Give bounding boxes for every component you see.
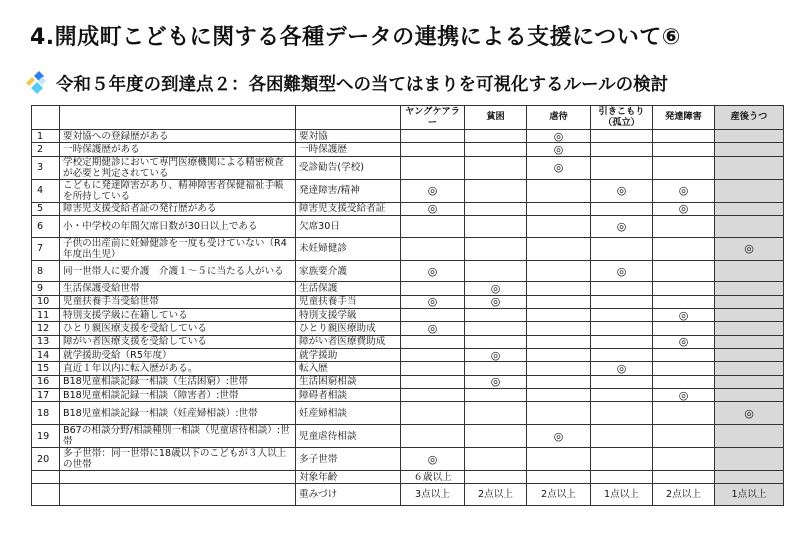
row-number: 8 (32, 260, 60, 282)
empty-mark-cell (715, 375, 784, 388)
double-circle-mark: ◎ (401, 448, 465, 471)
footer-row (32, 471, 784, 484)
condition-cell: ひとり親医療支援を受給している (60, 322, 296, 335)
footer-blank (32, 471, 60, 484)
data-item-cell: 生活保護 (296, 282, 401, 295)
data-item-cell: 就学援助 (296, 348, 401, 361)
empty-mark-cell (527, 260, 591, 282)
row-number: 2 (32, 143, 60, 156)
footer-value (715, 471, 784, 484)
row-number: 17 (32, 388, 60, 401)
condition-cell: 直近１年以内に転入歴がある。 (60, 362, 296, 375)
diamond-logo-icon (20, 68, 50, 98)
empty-mark-cell (715, 335, 784, 348)
data-item-cell: 生活困窮相談 (296, 375, 401, 388)
double-circle-mark: ◎ (591, 215, 653, 237)
double-circle-mark: ◎ (527, 156, 591, 179)
double-circle-mark: ◎ (401, 179, 465, 202)
table-row (32, 215, 784, 237)
condition-cell: 障害児支援受給者証の発行歴がある (60, 202, 296, 215)
condition-cell: B18児童相談記録一相談（妊産婦相談）:世帯 (60, 402, 296, 425)
empty-mark-cell (591, 156, 653, 179)
table-row (32, 295, 784, 308)
row-number: 1 (32, 130, 60, 143)
row-number: 11 (32, 309, 60, 322)
empty-mark-cell (401, 402, 465, 425)
empty-mark-cell (591, 425, 653, 448)
empty-mark-cell (401, 335, 465, 348)
empty-mark-cell (653, 260, 715, 282)
table-row (32, 309, 784, 322)
empty-mark-cell (653, 237, 715, 260)
empty-mark-cell (465, 179, 527, 202)
empty-mark-cell (401, 375, 465, 388)
empty-mark-cell (401, 282, 465, 295)
column-header: 産後うつ (715, 106, 784, 130)
table-row (32, 322, 784, 335)
footer-value: 2点以上 (465, 484, 527, 506)
empty-mark-cell (715, 156, 784, 179)
empty-mark-cell (591, 375, 653, 388)
empty-mark-cell (527, 322, 591, 335)
empty-mark-cell (591, 322, 653, 335)
row-number: 4 (32, 179, 60, 202)
double-circle-mark: ◎ (653, 202, 715, 215)
empty-mark-cell (653, 425, 715, 448)
table-row (32, 143, 784, 156)
empty-mark-cell (715, 425, 784, 448)
empty-mark-cell (465, 237, 527, 260)
empty-mark-cell (401, 388, 465, 401)
data-item-cell: 発達障害/精神 (296, 179, 401, 202)
column-header: ヤングケアラー (401, 106, 465, 130)
table-row (32, 448, 784, 471)
empty-mark-cell (591, 130, 653, 143)
table-row (32, 375, 784, 388)
empty-mark-cell (653, 402, 715, 425)
row-number: 10 (32, 295, 60, 308)
empty-mark-cell (527, 388, 591, 401)
empty-mark-cell (465, 260, 527, 282)
empty-mark-cell (527, 402, 591, 425)
table-row (32, 362, 784, 375)
footer-value (527, 471, 591, 484)
empty-mark-cell (715, 448, 784, 471)
double-circle-mark: ◎ (527, 425, 591, 448)
condition-cell: B18児童相談記録一相談（生活困窮）:世帯 (60, 375, 296, 388)
footer-blank (60, 471, 296, 484)
empty-mark-cell (591, 448, 653, 471)
empty-mark-cell (591, 295, 653, 308)
footer-value: ６歳以上 (401, 471, 465, 484)
data-item-cell: 転入歴 (296, 362, 401, 375)
double-circle-mark: ◎ (715, 402, 784, 425)
page-title: 4.開成町こどもに関する各種データの連携による支援について⑥ (30, 25, 681, 50)
empty-mark-cell (527, 362, 591, 375)
empty-mark-cell (653, 375, 715, 388)
table-row (32, 335, 784, 348)
double-circle-mark: ◎ (465, 348, 527, 361)
row-number: 16 (32, 375, 60, 388)
data-item-cell: 児童扶養手当 (296, 295, 401, 308)
double-circle-mark: ◎ (401, 260, 465, 282)
empty-mark-cell (465, 362, 527, 375)
empty-mark-cell (715, 309, 784, 322)
footer-label: 対象年齢 (296, 471, 401, 484)
empty-mark-cell (653, 362, 715, 375)
footer-value: 1点以上 (591, 484, 653, 506)
empty-mark-cell (527, 282, 591, 295)
page-subtitle: 令和５年度の到達点２：各困難類型への当てはまりを可視化するルールの検討 (56, 74, 669, 95)
row-number: 9 (32, 282, 60, 295)
condition-cell: 特別支援学級に在籍している (60, 309, 296, 322)
condition-cell: 小・中学校の年間欠席日数が30日以上である (60, 215, 296, 237)
empty-mark-cell (527, 375, 591, 388)
row-number: 5 (32, 202, 60, 215)
empty-mark-cell (465, 335, 527, 348)
double-circle-mark: ◎ (401, 295, 465, 308)
condition-cell: 生活保護受給世帯 (60, 282, 296, 295)
empty-mark-cell (653, 130, 715, 143)
empty-mark-cell (465, 448, 527, 471)
empty-mark-cell (653, 156, 715, 179)
row-number: 20 (32, 448, 60, 471)
empty-mark-cell (465, 130, 527, 143)
empty-mark-cell (527, 295, 591, 308)
double-circle-mark: ◎ (527, 143, 591, 156)
empty-mark-cell (591, 202, 653, 215)
table-row (32, 388, 784, 401)
empty-mark-cell (715, 215, 784, 237)
empty-mark-cell (715, 388, 784, 401)
table-body (32, 130, 784, 506)
empty-mark-cell (591, 282, 653, 295)
double-circle-mark: ◎ (591, 260, 653, 282)
empty-mark-cell (401, 237, 465, 260)
empty-mark-cell (591, 237, 653, 260)
column-header: 貧困 (465, 106, 527, 130)
data-item-cell: 受診勧告(学校) (296, 156, 401, 179)
table-row (32, 156, 784, 179)
double-circle-mark: ◎ (715, 237, 784, 260)
empty-mark-cell (527, 448, 591, 471)
data-item-cell: 障害児支援受給者証 (296, 202, 401, 215)
condition-cell: 児童扶養手当受給世帯 (60, 295, 296, 308)
empty-mark-cell (465, 425, 527, 448)
empty-mark-cell (715, 348, 784, 361)
footer-blank (32, 484, 60, 506)
table-header-row (32, 106, 784, 130)
double-circle-mark: ◎ (591, 179, 653, 202)
empty-mark-cell (465, 309, 527, 322)
empty-mark-cell (653, 282, 715, 295)
condition-cell: 多子世帯：同一世帯に18歳以下のこどもが３人以上の世帯 (60, 448, 296, 471)
subtitle-row (20, 68, 668, 98)
empty-mark-cell (401, 309, 465, 322)
data-item-cell: 未妊婦健診 (296, 237, 401, 260)
data-item-cell: 家族要介護 (296, 260, 401, 282)
empty-mark-cell (715, 322, 784, 335)
condition-cell: 同一世帯人に要介護 介護１～５に当たる人がいる (60, 260, 296, 282)
empty-mark-cell (401, 348, 465, 361)
column-header (60, 106, 296, 130)
row-number: 14 (32, 348, 60, 361)
data-item-cell: 障碍者相談 (296, 388, 401, 401)
empty-mark-cell (715, 260, 784, 282)
table-row (32, 130, 784, 143)
condition-cell: B67の相談分野/相談種別一相談（児童虐待相談）:世帯 (60, 425, 296, 448)
empty-mark-cell (401, 425, 465, 448)
empty-mark-cell (653, 143, 715, 156)
column-header: 引きこもり（孤立） (591, 106, 653, 130)
table-row (32, 237, 784, 260)
empty-mark-cell (653, 215, 715, 237)
table-row (32, 282, 784, 295)
double-circle-mark: ◎ (401, 202, 465, 215)
empty-mark-cell (591, 388, 653, 401)
condition-cell: 子供の出産前に妊婦健診を一度も受けていない（R4年度出生児） (60, 237, 296, 260)
double-circle-mark: ◎ (465, 282, 527, 295)
row-number: 6 (32, 215, 60, 237)
column-header (296, 106, 401, 130)
row-number: 15 (32, 362, 60, 375)
double-circle-mark: ◎ (591, 362, 653, 375)
row-number: 13 (32, 335, 60, 348)
footer-value (653, 471, 715, 484)
empty-mark-cell (527, 348, 591, 361)
empty-mark-cell (401, 130, 465, 143)
empty-mark-cell (591, 143, 653, 156)
empty-mark-cell (715, 143, 784, 156)
footer-value (465, 471, 527, 484)
empty-mark-cell (653, 448, 715, 471)
column-header (32, 106, 60, 130)
criteria-table (31, 105, 784, 506)
empty-mark-cell (715, 202, 784, 215)
footer-row (32, 484, 784, 506)
empty-mark-cell (653, 295, 715, 308)
empty-mark-cell (715, 295, 784, 308)
empty-mark-cell (527, 237, 591, 260)
footer-label: 重みづけ (296, 484, 401, 506)
data-item-cell: 要対協 (296, 130, 401, 143)
double-circle-mark: ◎ (465, 375, 527, 388)
footer-value: 2点以上 (527, 484, 591, 506)
row-number: 3 (32, 156, 60, 179)
double-circle-mark: ◎ (401, 322, 465, 335)
empty-mark-cell (465, 156, 527, 179)
empty-mark-cell (401, 362, 465, 375)
row-number: 12 (32, 322, 60, 335)
data-item-cell: 一時保護歴 (296, 143, 401, 156)
empty-mark-cell (465, 202, 527, 215)
row-number: 18 (32, 402, 60, 425)
empty-mark-cell (527, 309, 591, 322)
footer-value: 2点以上 (653, 484, 715, 506)
condition-cell: 要対協への登録歴がある (60, 130, 296, 143)
double-circle-mark: ◎ (527, 130, 591, 143)
condition-cell: 障がい者医療支援を受給している (60, 335, 296, 348)
empty-mark-cell (465, 322, 527, 335)
table-row (32, 348, 784, 361)
footer-value: 3点以上 (401, 484, 465, 506)
empty-mark-cell (715, 179, 784, 202)
row-number: 7 (32, 237, 60, 260)
double-circle-mark: ◎ (465, 295, 527, 308)
condition-cell: 一時保護歴がある (60, 143, 296, 156)
empty-mark-cell (715, 130, 784, 143)
empty-mark-cell (465, 402, 527, 425)
footer-value (591, 471, 653, 484)
condition-cell: B18児童相談記録一相談（障害者）:世帯 (60, 388, 296, 401)
footer-blank (60, 484, 296, 506)
double-circle-mark: ◎ (653, 388, 715, 401)
empty-mark-cell (527, 179, 591, 202)
column-header: 発達障害 (653, 106, 715, 130)
table-row (32, 179, 784, 202)
table-row (32, 425, 784, 448)
data-item-cell: ひとり親医療助成 (296, 322, 401, 335)
double-circle-mark: ◎ (653, 335, 715, 348)
empty-mark-cell (401, 215, 465, 237)
empty-mark-cell (401, 143, 465, 156)
empty-mark-cell (527, 215, 591, 237)
condition-cell: 学校定期健診において専門医療機関による精密検査が必要と判定されている (60, 156, 296, 179)
empty-mark-cell (653, 348, 715, 361)
empty-mark-cell (465, 388, 527, 401)
data-item-cell: 欠席30日 (296, 215, 401, 237)
empty-mark-cell (591, 402, 653, 425)
data-item-cell: 児童虐待相談 (296, 425, 401, 448)
empty-mark-cell (715, 282, 784, 295)
empty-mark-cell (591, 309, 653, 322)
table-row (32, 260, 784, 282)
empty-mark-cell (465, 215, 527, 237)
table-row (32, 402, 784, 425)
column-header: 虐待 (527, 106, 591, 130)
empty-mark-cell (401, 156, 465, 179)
data-item-cell: 多子世帯 (296, 448, 401, 471)
double-circle-mark: ◎ (653, 309, 715, 322)
data-item-cell: 妊産婦相談 (296, 402, 401, 425)
double-circle-mark: ◎ (653, 179, 715, 202)
empty-mark-cell (653, 322, 715, 335)
empty-mark-cell (591, 348, 653, 361)
empty-mark-cell (527, 335, 591, 348)
table-row (32, 202, 784, 215)
empty-mark-cell (591, 335, 653, 348)
data-item-cell: 特別支援学級 (296, 309, 401, 322)
footer-value: 1点以上 (715, 484, 784, 506)
empty-mark-cell (465, 143, 527, 156)
empty-mark-cell (527, 202, 591, 215)
condition-cell: 就学援助受給（R5年度） (60, 348, 296, 361)
condition-cell: こどもに発達障害があり、精神障害者保健福祉手帳を所持している (60, 179, 296, 202)
row-number: 19 (32, 425, 60, 448)
empty-mark-cell (715, 362, 784, 375)
data-item-cell: 障がい者医療費助成 (296, 335, 401, 348)
